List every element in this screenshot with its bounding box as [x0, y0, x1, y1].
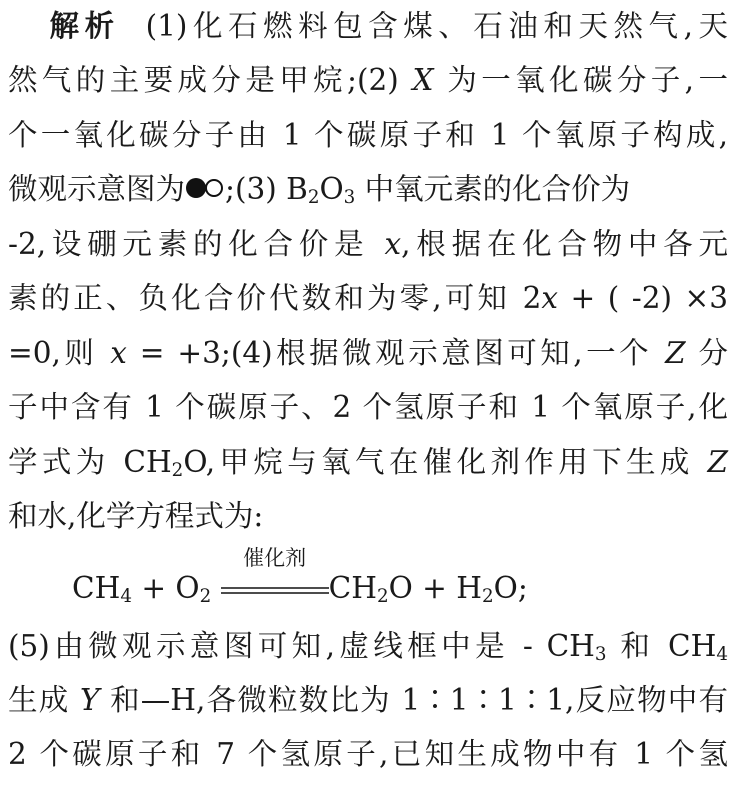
var-z: Z — [665, 336, 686, 370]
var-y: Y — [80, 683, 100, 717]
text-line-6 — [8, 276, 728, 320]
subscript: 2 — [482, 586, 494, 608]
line-14-text: 2 个碳原子和 7 个氢原子,已知生成物中有 1 个氢 — [8, 737, 728, 771]
var-x: x — [541, 281, 558, 315]
analysis-heading: 解析 — [44, 9, 120, 43]
text-line-2 — [8, 58, 728, 102]
line-2-text: 然气的主要成分是甲烷;(2) — [8, 63, 399, 97]
line-12-text: (5)由微观示意图可知,虚线框中是 - CH — [8, 629, 595, 663]
text-line-10 — [8, 494, 728, 538]
var-x: x — [110, 336, 127, 370]
line-1-text: (1)化石燃料包含煤、石油和天然气,天 — [145, 9, 728, 43]
var-x: X — [412, 63, 434, 97]
equation-tail: O; — [493, 571, 528, 605]
subscript: 2 — [376, 586, 389, 608]
text-line-12 — [8, 624, 728, 668]
equals-bars-icon — [221, 586, 329, 596]
line-10-text: 和水,化学方程式为: — [8, 499, 264, 533]
text-line-5 — [8, 222, 728, 266]
text-line-8 — [8, 385, 728, 429]
line-13-tail: 和—H,各微粒数比为 1∶1∶1∶1,反应物中有 — [99, 683, 728, 717]
subscript: 2 — [199, 586, 212, 608]
line-6-tail: + ( -2) ×3 — [557, 281, 728, 315]
product-h2o: O + H — [388, 571, 482, 605]
text-line-1 — [8, 4, 728, 48]
line-4-text: 微观示意图为 — [8, 172, 186, 206]
line-7-text: =0,则 — [8, 336, 111, 370]
line-5-text: -2,设硼元素的化合价是 — [8, 227, 385, 261]
line-4-formula: ;(3) B — [225, 172, 308, 206]
line-5-tail: ,根据在化合物中各元 — [401, 227, 728, 261]
text-line-7 — [8, 331, 728, 375]
text-line-14 — [8, 732, 728, 776]
line-9-mid: O,甲烷与氧气在催化剂作用下生成 — [183, 445, 708, 479]
reactant-o2: + O — [131, 571, 200, 605]
subscript: 4 — [120, 586, 132, 608]
subscript: 3 — [343, 187, 356, 209]
line-7-tail: 分 — [685, 336, 728, 370]
line-8-text: 子中含有 1 个碳原子、2 个氢原子和 1 个氧原子,化 — [8, 390, 728, 424]
line-4-tail: 中氧元素的化合价为 — [355, 172, 631, 206]
line-7-mid: = +3;(4)根据微观示意图可知,一个 — [126, 336, 666, 370]
subscript: 2 — [307, 187, 320, 209]
co-molecule-icon — [185, 175, 225, 201]
subscript: 3 — [594, 644, 607, 666]
text-line-9 — [8, 440, 728, 484]
var-x: x — [384, 227, 402, 261]
formula-part: O — [319, 172, 344, 206]
line-12-mid: 和 CH — [606, 629, 717, 663]
var-z: Z — [707, 445, 728, 479]
subscript: 4 — [716, 644, 728, 666]
line-6-text: 素的正、负化合价代数和为零,可知 2 — [8, 281, 542, 315]
line-13-text: 生成 — [8, 683, 81, 717]
text-line-13 — [8, 678, 728, 722]
catalyst-condition: 催化剂 — [243, 546, 307, 570]
line-9-text: 学式为 CH — [8, 445, 172, 479]
subscript: 2 — [171, 460, 184, 482]
reaction-arrow — [221, 546, 329, 610]
line-3-text: 个一氧化碳分子由 1 个碳原子和 1 个氧原子构成, — [8, 118, 728, 152]
reactant-ch4: CH — [72, 571, 121, 605]
chemical-equation — [72, 546, 528, 610]
product-ch2o: CH — [328, 571, 377, 605]
text-line-4 — [8, 167, 728, 211]
text-line-3 — [8, 113, 728, 157]
line-2-tail: 为一氧化碳分子,一 — [447, 63, 728, 97]
